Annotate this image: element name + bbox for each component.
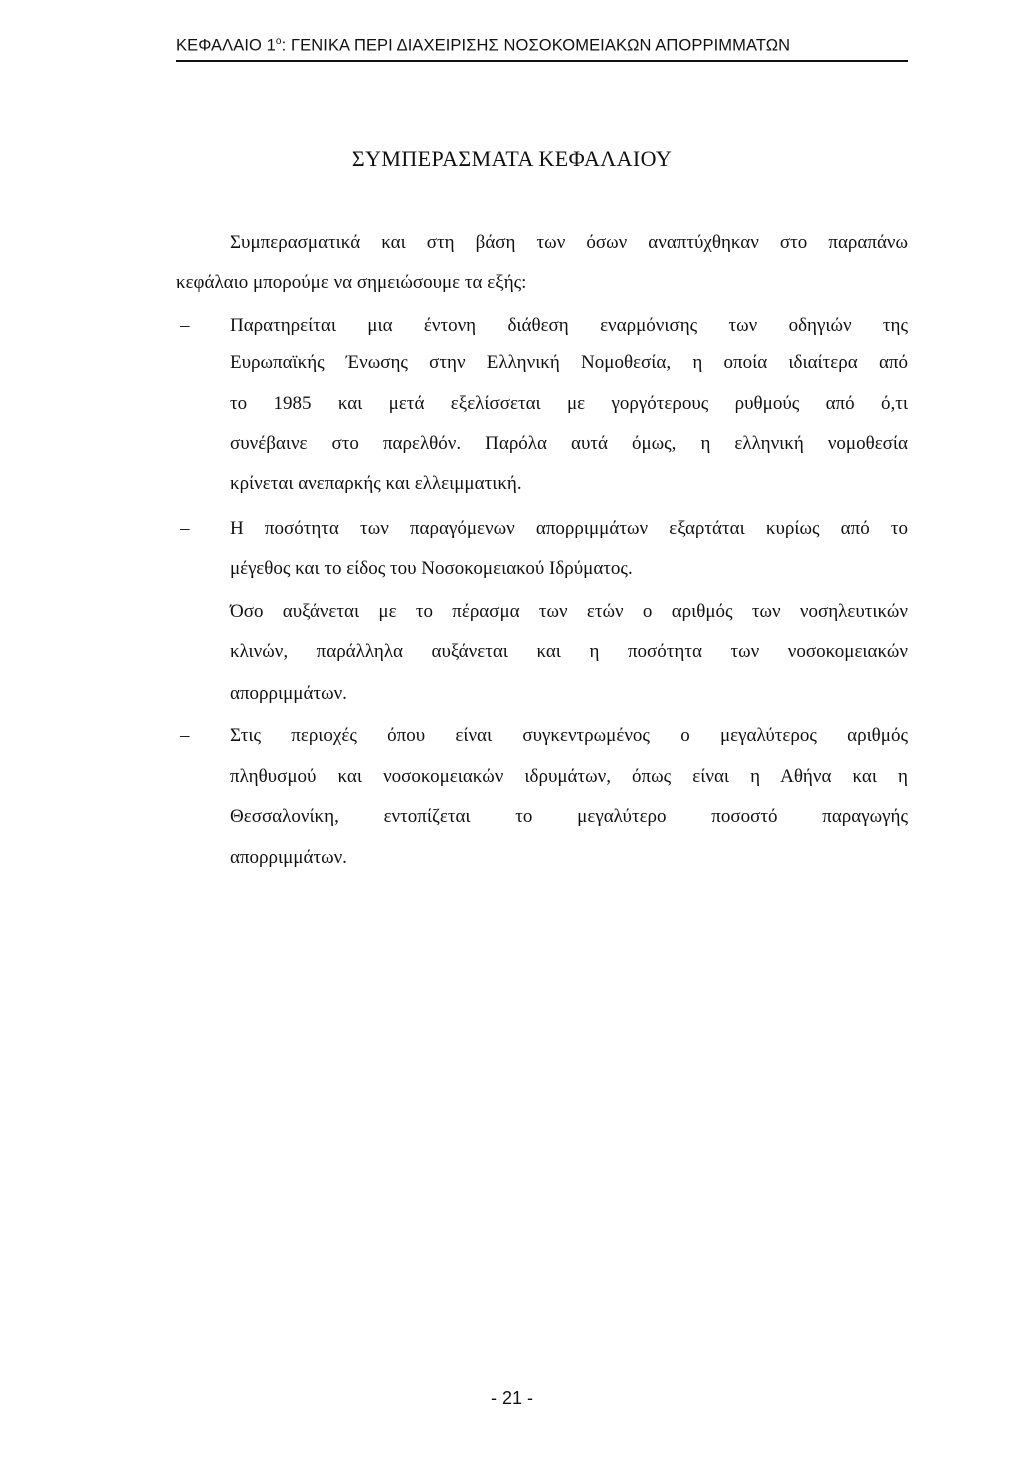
- bullet-1-line-1: Παρατηρείται μια έντονη διάθεση εναρμόνισης των οδηγιών της: [230, 315, 908, 336]
- bullet-3-line-1: Στις περιοχές όπου είναι συγκεντρωμένος ο μεγαλύτερος αριθμός: [230, 725, 908, 746]
- intro-line-2: κεφάλαιο μπορούμε να σημειώσουμε τα εξής:: [176, 272, 527, 293]
- bullet-1-line-4: συνέβαινε στο παρελθόν. Παρόλα αυτά όμως, η ελληνική νομοθεσία: [230, 433, 908, 454]
- section-title: ΣΥΜΠΕΡΑΣΜΑΤΑ ΚΕΦΑΛΑΙΟΥ: [351, 146, 673, 171]
- chapter-number: ΚΕΦΑΛΑΙΟ 1: [176, 36, 276, 55]
- bullet-dash-3: –: [180, 725, 190, 746]
- running-header: [176, 36, 908, 56]
- chapter-ordinal: ο: [275, 36, 282, 47]
- chapter-title: : ΓΕΝΙΚΑ ΠΕΡΙ ΔΙΑΧΕΙΡΙΣΗΣ ΝΟΣΟΚΟΜΕΙΑΚΩΝ ΑΠΟΡΡΙΜΜΑΤΩΝ: [281, 36, 791, 55]
- bullet-dash-1: –: [180, 315, 190, 336]
- header-rule: [176, 60, 908, 62]
- bullet-3-line-4: απορριμμάτων.: [230, 847, 347, 868]
- page-number: - 21 -: [490, 1388, 534, 1408]
- bullet-dash-2: –: [180, 518, 190, 539]
- bullet-1-line-3: το 1985 και μετά εξελίσσεται με γοργότερους ρυθμούς από ό,τι: [230, 393, 908, 414]
- bullet-3-line-3: Θεσσαλονίκη, εντοπίζεται το μεγαλύτερο ποσοστό παραγωγής: [230, 806, 908, 827]
- bullet-2-line-2: μέγεθος και το είδος του Νοσοκομειακού Ιδρύματος.: [230, 558, 633, 579]
- bullet-3-line-2: πληθυσμού και νοσοκομειακών ιδρυμάτων, όπως είναι η Αθήνα και η: [230, 766, 908, 787]
- bullet-2-line-3: Όσο αυξάνεται με το πέρασμα των ετών ο αριθμός των νοσηλευτικών: [230, 601, 908, 622]
- bullet-2-line-1: Η ποσότητα των παραγόμενων απορριμμάτων εξαρτάται κυρίως από το: [230, 518, 908, 539]
- bullet-2-line-5: απορριμμάτων.: [230, 683, 347, 704]
- bullet-2-line-4: κλινών, παράλληλα αυξάνεται και η ποσότητα των νοσοκομειακών: [230, 641, 908, 662]
- bullet-1-line-5: κρίνεται ανεπαρκής και ελλειμματική.: [230, 473, 522, 494]
- bullet-1-line-2: Ευρωπαϊκής Ένωσης στην Ελληνική Νομοθεσία, η οποία ιδιαίτερα από: [230, 352, 908, 373]
- intro-line-1: Συμπερασματικά και στη βάση των όσων αναπτύχθηκαν στο παραπάνω: [230, 232, 908, 253]
